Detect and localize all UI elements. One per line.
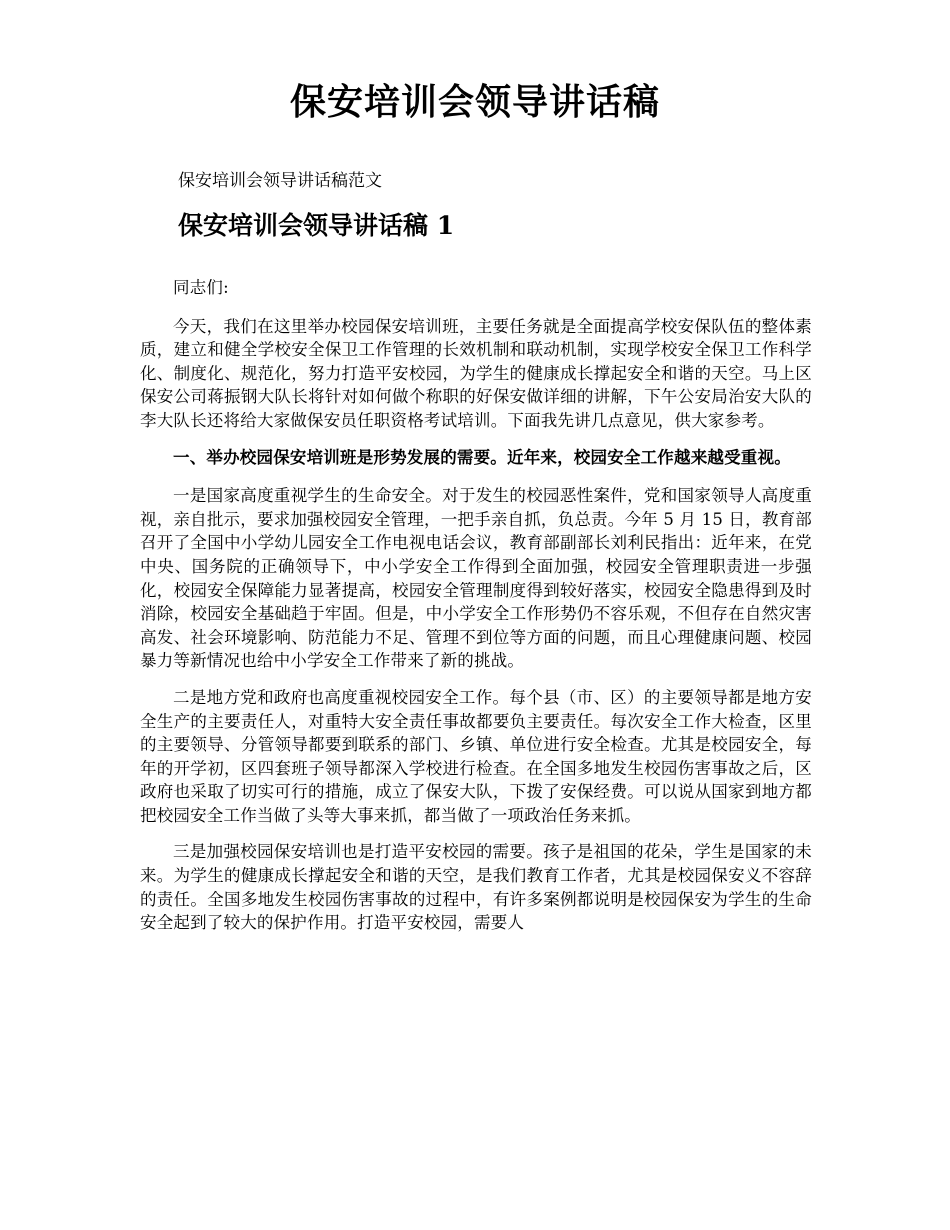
- paragraph-training: 三是加强校园保安培训也是打造平安校园的需要。孩子是祖国的花朵，学生是国家的未来。为学生的健康成长撑起安全和谐的天空，是我们教育工作者，尤其是校园保安义不容辞的责任。全国多地发生校园伤害事故的过程中，有许多案例都说明是校园保安为学生的生命安全起到了较大的保护作用。打造平安校园，需要人: [140, 842, 812, 933]
- paragraph-intro: 今天，我们在这里举办校园保安培训班，主要任务就是全面提高学校安保队伍的整体素质，建立和健全学校安全保卫工作管理的长效机制和联动机制，实现学校安全保卫工作科学化、制度化、规范化，努力打造平安校园，为学生的健康成长撑起安全和谐的天空。马上区保安公司蒋振钢大队长将针对如何做个称职的好保安做详细的讲解，下午公安局治安大队的李大队长还将给大家做保安员任职资格考试培训。下面我先讲几点意见，供大家参考。: [140, 316, 812, 430]
- section-heading: 保安培训会领导讲话稿 1: [178, 211, 455, 240]
- paragraph-national: 一是国家高度重视学生的生命安全。对于发生的校园恶性案件，党和国家领导人高度重视，亲自批示，要求加强校园安全管理，一把手亲自抓，负总责。今年 5 月 15 日，教育部召开了全国中小学幼儿园安全工作电视电话会议，教育部副部长刘利民指出：近年来，在党中央、国务院的正确领导下，中小学安全工作得到全面加强，校园安全管理职责进一步强化，校园安全保障能力显著提高，校园安全管理制度得到较好落实，校园安全隐患得到及时消除，校园安全基础趋于牢固。但是，中小学安全工作形势仍不容乐观，不但存在自然灾害高发、社会环境影响、防范能力不足、管理不到位等方面的问题，而且心理健康问题、校园暴力等新情况也给中小学安全工作带来了新的挑战。: [140, 486, 812, 671]
- paragraph-point-heading: 一、举办校园保安培训班是形势发展的需要。近年来，校园安全工作越来越受重视。: [173, 447, 791, 467]
- document-title: 保安培训会领导讲话稿: [289, 81, 660, 123]
- greeting: 同志们:: [173, 278, 229, 297]
- document-subtitle: 保安培训会领导讲话稿范文: [178, 171, 382, 191]
- document-body: [140, 276, 812, 948]
- paragraph-local: 二是地方党和政府也高度重视校园安全工作。每个县（市、区）的主要领导都是地方安全生产的主要责任人，对重特大安全责任事故都要负主要责任。每次安全工作大检查，区里的主要领导、分管领导都要到联系的部门、乡镇、单位进行安全检查。尤其是校园安全，每年的开学初，区四套班子领导都深入学校进行检查。在全国多地发生校园伤害事故之后，区政府也采取了切实可行的措施，成立了保安大队，下拨了安保经费。可以说从国家到地方都把校园安全工作当做了头等大事来抓，都当做了一项政治任务来抓。: [140, 687, 812, 825]
